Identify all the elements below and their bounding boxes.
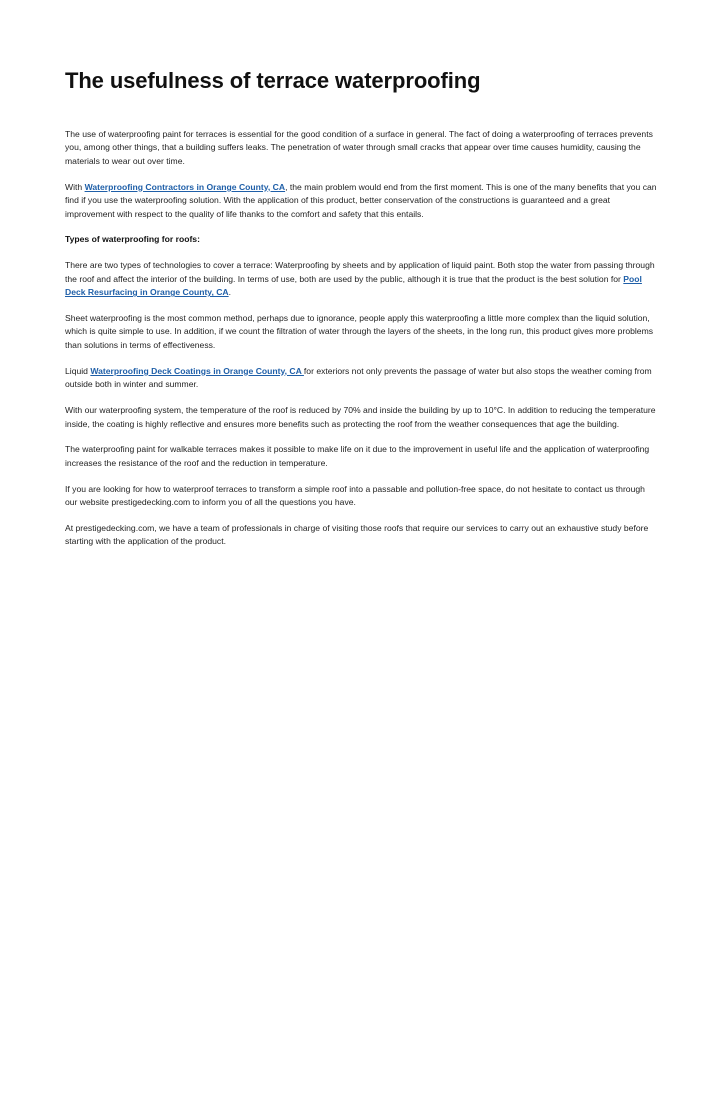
- paragraph-temperature: With our waterproofing system, the temperature of the roof is reduced by 70% and inside the building by up to 10°C. In addition to reducing the temperature inside, the coating is highly reflective and ensures more benefits such as protecting the roof from the weather consequences that age the building.: [65, 405, 656, 429]
- link-deck-coatings[interactable]: Waterproofing Deck Coatings in Orange County, CA: [90, 365, 304, 376]
- paragraph-team: At prestigedecking.com, we have a team of professionals in charge of visiting those roofs that require our services to carry out an exhaustive study before starting with the application of the product.: [65, 523, 649, 547]
- paragraph-intro: The use of waterproofing paint for terraces is essential for the good condition of a surface in general. The fact of doing a waterproofing of terraces prevents you, among other things, that a building suffers leaks. The penetration of water through small cracks that appear over time causes humidity, causing the materials to wear out over time.: [65, 129, 653, 166]
- link-waterproofing-contractors[interactable]: Waterproofing Contractors in Orange County, CA: [84, 181, 286, 192]
- paragraph-technologies: [65, 259, 658, 299]
- paragraph-walkable-terraces: The waterproofing paint for walkable terraces makes it possible to make life on it due to the improvement in useful life and the application of waterproofing increases the resistance of the roof and the reduction in temperature.: [65, 444, 650, 468]
- paragraph-text: There are two types of technologies to cover a terrace: Waterproofing by sheets and by application of liquid paint. Both stop the water from passing through the roof and affect the interior of the building. In terms of use, both are used by the public, although it is true that the product is the best solution for: [65, 260, 655, 284]
- paragraph-text: With: [65, 181, 85, 192]
- section-heading-types: Types of waterproofing for roofs:: [65, 234, 200, 245]
- paragraph-contact: If you are looking for how to waterproof terraces to transform a simple roof into a passable and pollution-free space, do not hesitate to contact us through our website prestigedecking.com to inform you of all the questions you have.: [65, 483, 645, 508]
- paragraph-liquid-coatings: [65, 365, 658, 392]
- paragraph-contractors: [65, 181, 658, 221]
- page-title: The usefulness of terrace waterproofing: [65, 68, 481, 93]
- paragraph-text: , the main problem would end from the first moment. This is one of the many benefits that you can find if you use the waterproofing solution. With the application of this product, better conservation of the constructions is guaranteed and a great improvement with respect to the quality of life thanks to the comfort and safety that this entails.: [65, 181, 657, 219]
- paragraph-text: for exteriors not only prevents the passage of water but also stops the weather coming from outside both in winter and summer.: [65, 365, 652, 390]
- link-pool-deck-resurfacing[interactable]: Pool Deck Resurfacing in Orange County, CA: [65, 273, 642, 298]
- paragraph-sheet-waterproofing: Sheet waterproofing is the most common method, perhaps due to ignorance, people apply this waterproofing a little more complex than the liquid solution, which is quite simple to use. In addition, if we count the filtration of water through the layers of the sheets, in the long run, this product gives more problems than solutions in terms of effectiveness.: [65, 313, 654, 350]
- paragraph-text: .: [228, 287, 232, 298]
- paragraph-text: Liquid: [65, 365, 91, 376]
